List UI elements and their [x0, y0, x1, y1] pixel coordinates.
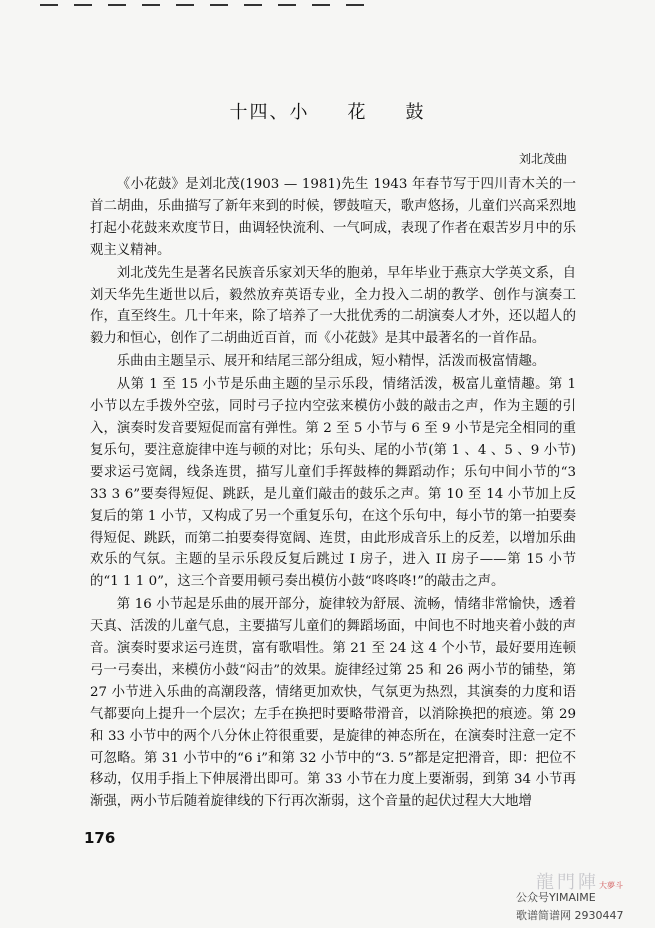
page-number: 176 [84, 829, 116, 847]
paragraph: 《小花鼓》是刘北茂(1903 — 1981)先生 1943 年春节写于四川青木关的一首二胡曲，乐曲描写了新年来到的时候，锣鼓喧天，歌声悠扬，儿童们兴高采烈地打起小花鼓来欢度节日，曲调轻快流利、一气呵成，表现了作者在艰苦岁月中的乐观主义精神。 [90, 177, 576, 258]
composer-credit: 刘北茂曲 [518, 152, 567, 166]
top-edge-dashes [40, 2, 615, 8]
paragraph: 第 16 小节起是乐曲的展开部分，旋律较为舒展、流畅，情绪非常愉快，透着天真、活泼的儿童气息，主要描写儿童们的舞蹈场面，中间也不时地夹着小鼓的声音。演奏时要求运弓连贯，富有歌唱性。第 21 至 24 这 4 个小节，最好要用连顿弓一弓奏出，来模仿小鼓“闷击”的效果。旋律经过第 25 和 26 两小节的铺垫，第 27 小节进入乐曲的高潮段落，情绪更加欢快，气氛更为热烈，其演奏的力度和语气都要向上提升一个层次；左手在换把时要略带滑音，以消除换把的痕迹。第 29 和 33 小节中的两个八分休止符很重要，是旋律的神态所在，在演奏时注意一定不可忽略。第 31 小节中的“6 i”和第 32 小节中的“3. 5”都是定把滑音，即：把位不移动，仅用手指上下伸展滑出即可。第 33 小节在力度上要渐弱，到第 34 小节再渐强，两小节后随着旋律线的下行再次渐弱，这个音量的起伏过程大大地增 [90, 597, 576, 810]
page-title [0, 98, 655, 124]
watermark-footer: 歌谱简谱网 2930447 [516, 909, 624, 922]
paragraph: 从第 1 至 15 小节是乐曲主题的呈示乐段，情绪活泼，极富儿童情趣。第 1 小节以左手拨外空弦，同时弓子拉内空弦来模仿小鼓的敲击之声，作为主题的引入，演奏时发音要短促而富有弹性。第 2 至 5 小节与 6 至 9 小节是完全相同的重复乐句，要注意旋律中连与顿的对比；乐句头、尾的小节(第 1 、4 、5 、9 小节)要求运弓宽阔，线条连贯，描写儿童们手挥鼓棒的舞蹈动作；乐句中间小节的“3 33 3 6”要奏得短促、跳跃，是儿童们敲击的鼓乐之声。第 10 至 14 小节加上反复后的第 1 小节，又构成了另一个重复乐句，在这个乐句中，每小节的第一拍要奏得短促、跳跃，而第二拍要奏得宽阔、连贯，由此形成音乐上的反差，以增加乐曲欢乐的气氛。主题的呈示乐段反复后跳过 I 房子，进入 II 房子——第 15 小节的“1 1 1 0”，这三个音要用顿弓奏出模仿小鼓“咚咚咚!”的敲击之声。 [90, 377, 576, 590]
article-body [90, 174, 576, 814]
watermark-logo-small: 大夢斗 [599, 881, 623, 890]
title-part-2: 花 [347, 102, 368, 123]
watermark-logo-text: 龍門陣 [536, 872, 599, 893]
paragraph: 刘北茂先生是著名民族音乐家刘天华的胞弟，早年毕业于燕京大学英文系，自刘天华先生逝世以后，毅然放弃英语专业，全力投入二胡的教学、创作与演奏工作，直至终生。几十年来，除了培养了一大批优秀的二胡演奏人才外，还以超人的毅力和恒心，创作了二胡曲近百首，而《小花鼓》是其中最著名的一首作品。 [90, 265, 576, 347]
title-part-3: 鼓 [405, 102, 426, 123]
paragraph: 乐曲由主题呈示、展开和结尾三部分组成，短小精悍，活泼而极富情趣。 [116, 354, 546, 370]
watermark-line: 公众号YIMAIME [516, 891, 596, 904]
title-part-1: 十四、小 [229, 102, 310, 123]
